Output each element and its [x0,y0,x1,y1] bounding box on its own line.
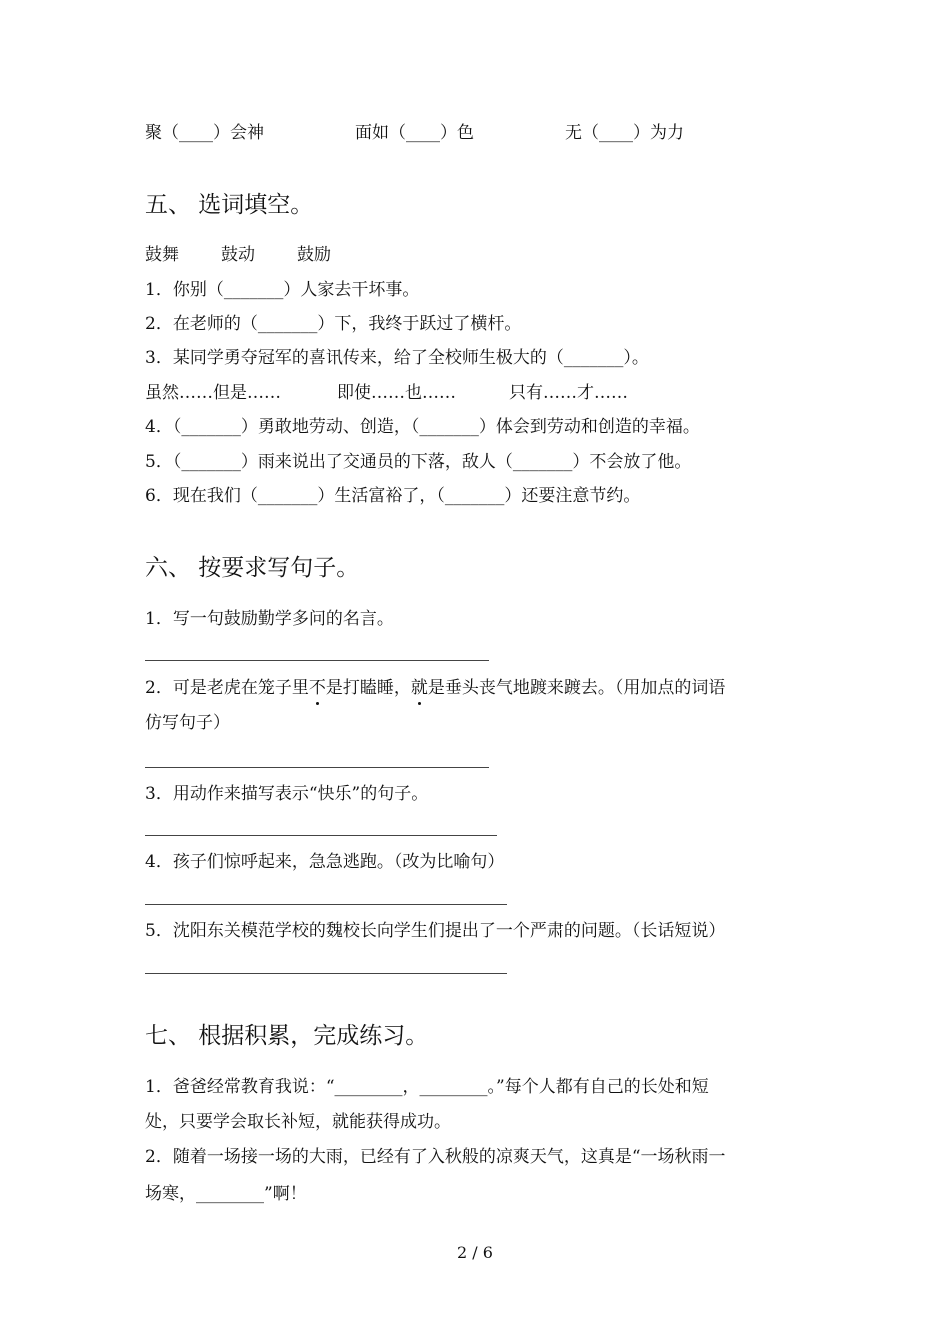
idiom-1: 聚（____）会神 [145,123,264,143]
fill-item-2: 2．在老师的（_______）下，我终于跃过了横杆。 [145,314,522,334]
emphasis-dot-word-bu: 不 [308,678,326,698]
sentence-question-4: 4．孩子们惊呼起来，急急逃跑。（改为比喻句） [145,852,505,872]
conjunction-choice-2: 即使……也…… [337,383,456,403]
sentence-question-5: 5．沈阳东关模范学校的魏校长向学生们提出了一个严肃的问题。（长话短说） [145,921,726,941]
fill-item-6: 6．现在我们（_______）生活富裕了，（_______）还要注意节约。 [145,486,641,506]
answer-line-4[interactable] [145,904,507,905]
section-5-title: 五、 选词填空。 [145,192,314,218]
accumulation-question-1: 1．爸爸经常教育我说：“________，________。”每个人都有自己的长处和短 [145,1077,709,1097]
sentence-question-2-cont: 仿写句子） [145,713,230,733]
conjunction-choice-3: 只有……才…… [509,383,628,403]
accumulation-question-2: 2．随着一场接一场的大雨，已经有了入秋般的凉爽天气，这真是“一场秋雨一 [145,1147,726,1167]
sentence-question-1: 1．写一句鼓励勤学多问的名言。 [145,609,394,629]
conjunction-choice-1: 虽然……但是…… [145,383,281,403]
fill-item-3: 3．某同学勇夺冠军的喜讯传来，给了全校师生极大的（_______）。 [145,348,649,368]
answer-line-3[interactable] [145,835,497,836]
section-6-title: 六、 按要求写句子。 [145,555,360,581]
emphasis-dot-word-jiu: 就 [410,678,428,698]
page-number: 2 / 6 [457,1243,493,1262]
sentence-question-3: 3．用动作来描写表示“快乐”的句子。 [145,784,429,804]
word-choice-2: 鼓动 [221,245,255,265]
accumulation-question-1-cont: 处，只要学会取长补短，就能获得成功。 [145,1112,451,1132]
sentence-question-2: 2．可是老虎在笼子里不是打瞌睡，就是垂头丧气地踱来踱去。（用加点的词语 [145,678,726,698]
word-choice-3: 鼓励 [297,245,331,265]
answer-line-5[interactable] [145,973,507,974]
word-choice-1: 鼓舞 [145,245,179,265]
answer-line-1[interactable] [145,660,489,661]
answer-line-2[interactable] [145,767,489,768]
idiom-2: 面如（____）色 [355,123,474,143]
fill-item-5: 5．（_______）雨来说出了交通员的下落，敌人（_______）不会放了他。 [145,452,692,472]
idiom-3: 无（____）为力 [565,123,684,143]
accumulation-question-2-cont: 场寒，________”啊！ [145,1184,307,1204]
section-7-title: 七、 根据积累，完成练习。 [145,1023,429,1049]
fill-item-4: 4．（_______）勇敢地劳动、创造，（_______）体会到劳动和创造的幸福。 [145,417,700,437]
fill-item-1: 1．你别（_______）人家去干坏事。 [145,280,420,300]
